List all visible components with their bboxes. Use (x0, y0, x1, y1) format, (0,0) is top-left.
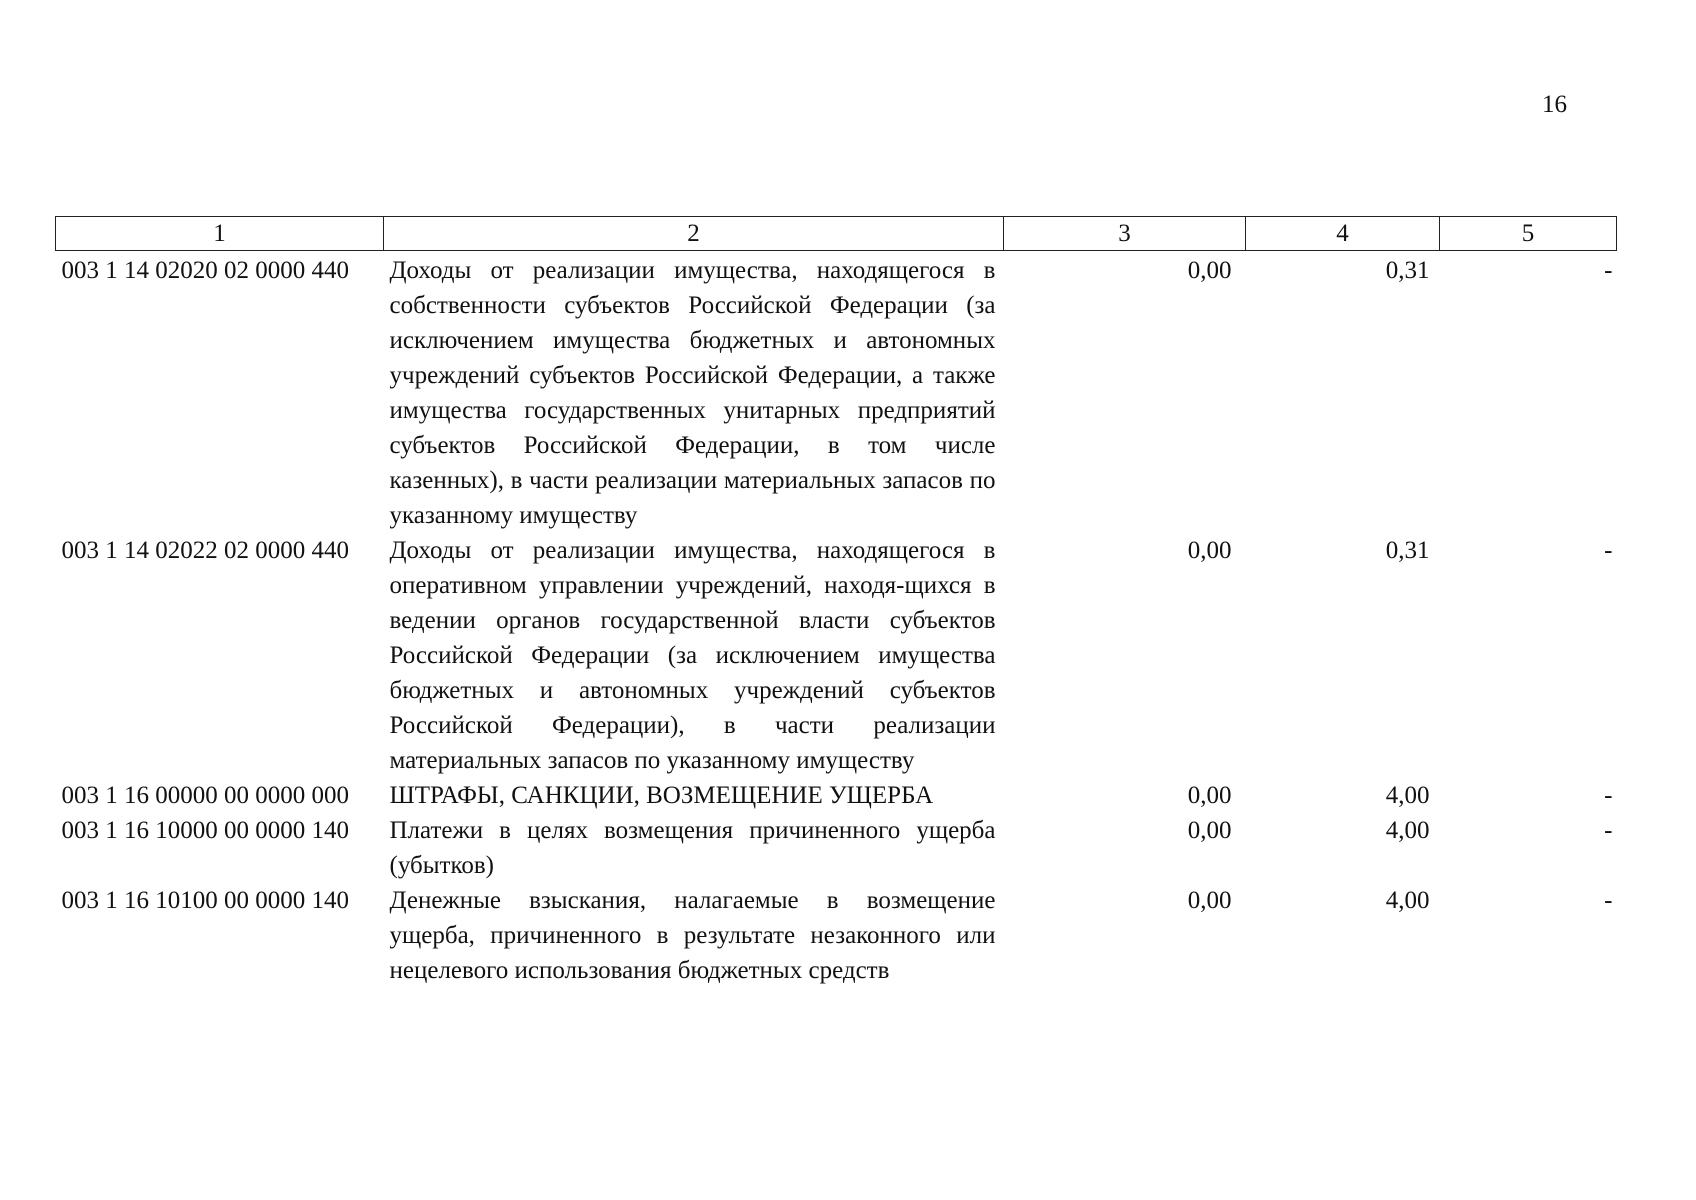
header-col-1: 1 (56, 217, 384, 251)
row-col3: 0,00 (1187, 257, 1232, 284)
row-name: ШТРАФЫ, САНКЦИИ, ВОЗМЕЩЕНИЕ УЩЕРБА (389, 782, 934, 809)
row-col4: 0,31 (1385, 257, 1430, 284)
table-row (56, 251, 1617, 534)
row-col5: - (1604, 782, 1613, 809)
header-row (56, 217, 1617, 251)
table-row (56, 533, 1617, 778)
row-col5: - (1604, 817, 1613, 844)
revenue-table (55, 216, 1617, 988)
row-name: Денежные взыскания, налагаемые в возмещение ущерба, причиненного в результате незаконного или нецелевого использования бюджетных средств (389, 887, 996, 984)
header-col-4: 4 (1246, 217, 1440, 251)
row-col3: 0,00 (1187, 782, 1232, 809)
row-col3: 0,00 (1187, 887, 1232, 914)
row-col4: 4,00 (1385, 887, 1430, 914)
row-code: 003 1 16 00000 00 0000 000 (61, 782, 349, 809)
row-col5: - (1604, 257, 1613, 284)
table-row (56, 813, 1617, 883)
header-col-2: 2 (384, 217, 1004, 251)
row-name: Платежи в целях возмещения причиненного ущерба (убытков) (389, 817, 996, 879)
header-col-3: 3 (1004, 217, 1246, 251)
page-number: 16 (1542, 91, 1567, 118)
row-name: Доходы от реализации имущества, находящегося в оперативном управлении учреждений, находя-щихся в ведении органов государственной власти субъектов Российской Федерации (за исключением имущества бюджетных и автономных учреждений субъектов Российской Федерации), в части реализации материальных запасов по указанному имуществу (389, 537, 996, 774)
row-code: 003 1 16 10100 00 0000 140 (61, 887, 349, 914)
row-col4: 4,00 (1385, 817, 1430, 844)
table-header (56, 217, 1617, 251)
row-col3: 0,00 (1187, 537, 1232, 564)
row-col4: 0,31 (1385, 537, 1430, 564)
row-code: 003 1 14 02020 02 0000 440 (61, 257, 349, 284)
row-col5: - (1604, 537, 1613, 564)
header-col-5: 5 (1440, 217, 1617, 251)
row-code: 003 1 16 10000 00 0000 140 (61, 817, 349, 844)
row-col3: 0,00 (1187, 817, 1232, 844)
row-code: 003 1 14 02022 02 0000 440 (61, 537, 349, 564)
table-body (56, 251, 1617, 989)
table-row (56, 883, 1617, 988)
table-row (56, 778, 1617, 813)
row-col4: 4,00 (1385, 782, 1430, 809)
row-col5: - (1604, 887, 1613, 914)
row-name: Доходы от реализации имущества, находящегося в собственности субъектов Российской Федерации (за исключением имущества бюджетных и автономных учреждений субъектов Российской Федерации, а также имущества государственных унитарных предприятий субъектов Российской Федерации, в том числе казенных), в части реализации материальных запасов по указанному имуществу (389, 257, 996, 529)
